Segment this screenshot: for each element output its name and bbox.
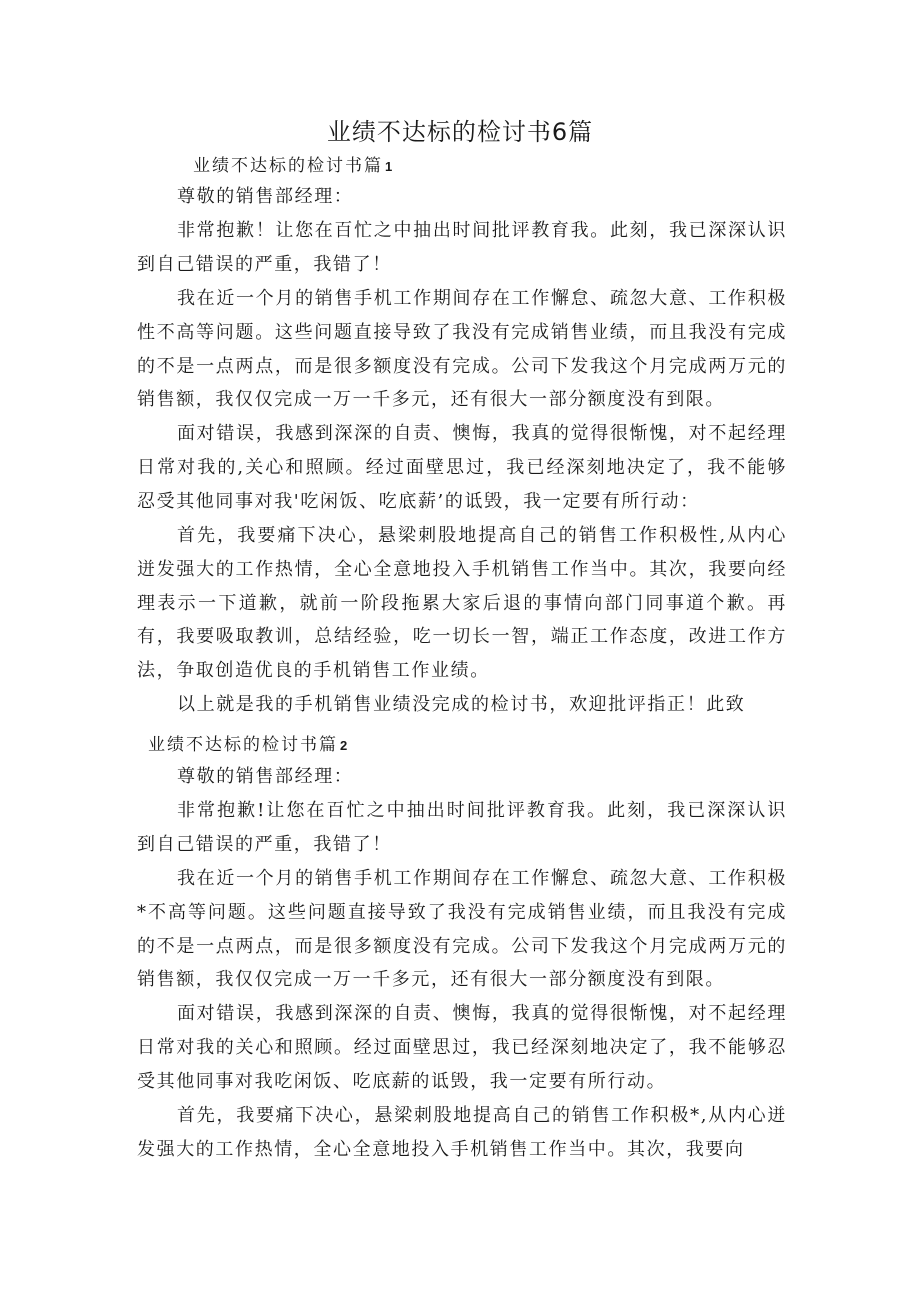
section-2-number: 2 [340,738,348,753]
section-1-salutation: 尊敬的销售部经理： [177,186,354,207]
section-2-heading [148,730,347,755]
section-1-heading-text: 业绩不达标的检讨书篇 [193,156,383,176]
section-2-heading-text: 业绩不达标的检讨书篇 [148,735,338,755]
section-2-paragraph-1: 非常抱歉!让您在百忙之中抽出时间批评教育我。此刻，我已深深认识到自己错误的严重，我错了！ [137,800,787,855]
section-1-heading [193,151,392,176]
section-1-closing: 以上就是我的手机销售业绩没完成的检讨书，欢迎批评指正！此致 [177,694,746,715]
section-1-paragraph-3: 面对错误，我感到深深的自责、懊悔，我真的觉得很惭愧，对不起经理日常对我的,关心和照顾。经过面壁思过，我已经深刻地决定了，我不能够忍受其他同事对我'吃闲饭、吃底薪’的诋毁，我一定要有所行动： [137,423,787,512]
section-1-paragraph-4: 首先，我要痛下决心，悬梁刺股地提高自己的销售工作积极性,从内心迸发强大的工作热情，全心全意地投入手机销售工作当中。其次，我要向经理表示一下道歉，就前一阶段拖累大家后退的事情向部门同事道个歉。再有，我要吸取教训，总结经验，吃一切长一智，端正工作态度，改进工作方法，争取创造优良的手机销售工作业绩。 [137,525,787,682]
section-1-paragraph-1: 非常抱歉！让您在百忙之中抽出时间批评教育我。此刻，我已深深认识到自己错误的严重，我错了！ [137,220,787,275]
section-1-number: 1 [385,159,393,174]
section-2-paragraph-2: 我在近一个月的销售手机工作期间存在工作懈怠、疏忽大意、工作积极*不高等问题。这些问题直接导致了我没有完成销售业绩，而且我没有完成的不是一点两点，而是很多额度没有完成。公司下发我这个月完成两万元的销售额，我仅仅完成一万一千多元，还有很大一部分额度没有到限。 [137,868,787,991]
section-2-paragraph-4: 首先，我要痛下决心，悬梁刺股地提高自己的销售工作积极*,从内心迸发强大的工作热情，全心全意地投入手机销售工作当中。其次，我要向 [137,1105,787,1160]
section-2-paragraph-3: 面对错误，我感到深深的自责、懊悔，我真的觉得很惭愧，对不起经理日常对我的关心和照顾。经过面壁思过，我已经深刻地决定了，我不能够忍受其他同事对我吃闲饭、吃底薪的诋毁，我一定要有所行动。 [137,1003,787,1092]
section-2-salutation: 尊敬的销售部经理： [177,766,354,787]
document-title: 业绩不达标的检讨书6篇 [326,118,594,146]
section-1-paragraph-2: 我在近一个月的销售手机工作期间存在工作懈怠、疏忽大意、工作积极性不高等问题。这些问题直接导致了我没有完成销售业绩，而且我没有完成的不是一点两点，而是很多额度没有完成。公司下发我这个月完成两万元的销售额，我仅仅完成一万一千多元，还有很大一部分额度没有到限。 [137,288,787,411]
